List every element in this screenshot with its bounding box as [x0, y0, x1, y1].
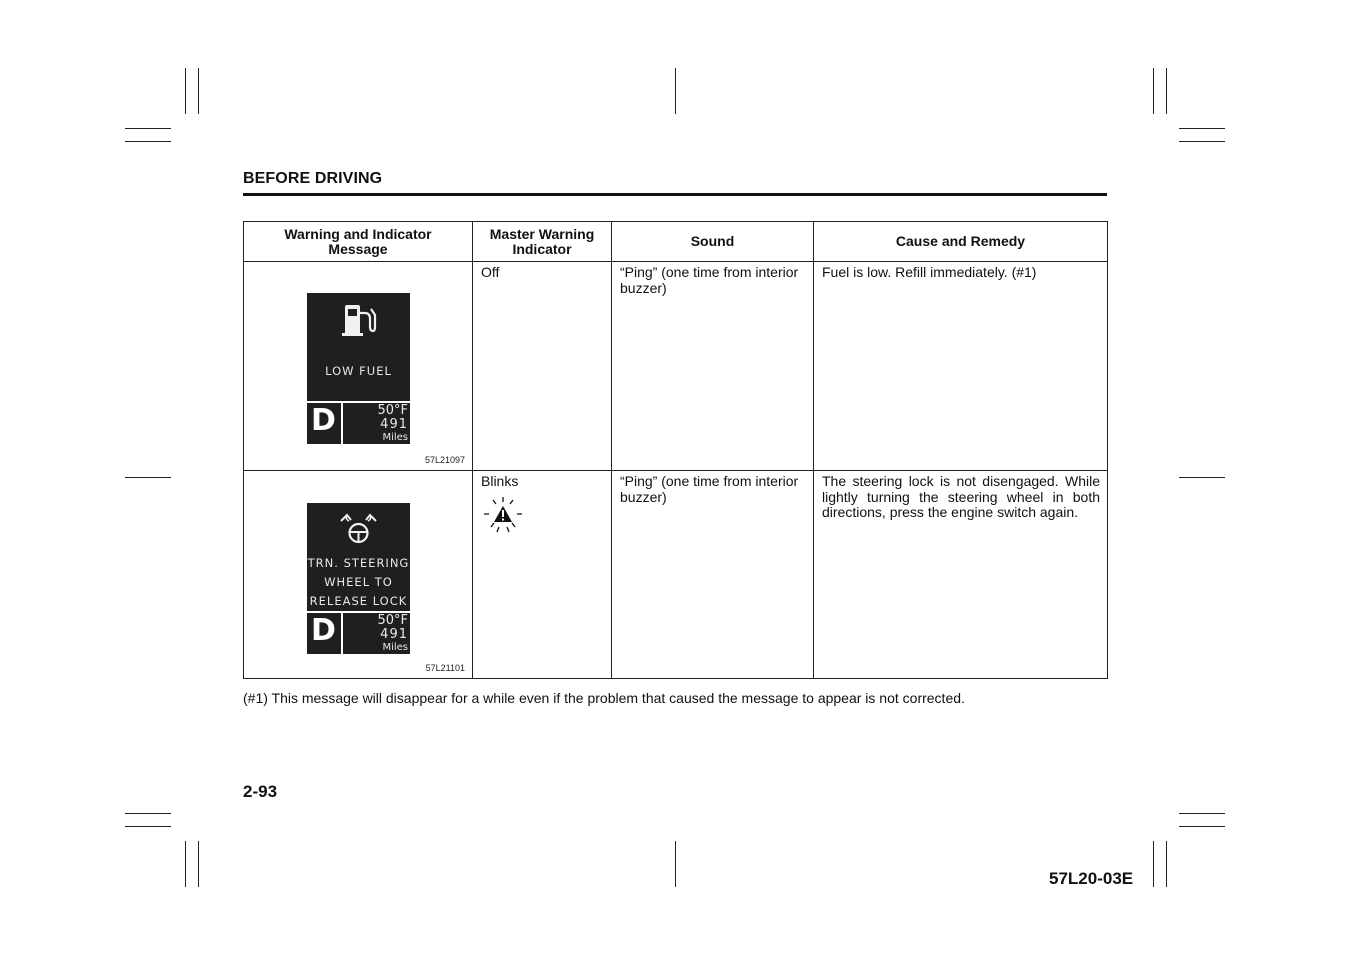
lcd-gear-indicator: D	[311, 613, 336, 648]
crop-mark	[1179, 813, 1225, 814]
crop-mark	[198, 68, 199, 114]
message-image-cell	[244, 471, 473, 679]
lcd-temperature: 50°F	[377, 613, 408, 628]
fuel-pump-icon	[307, 293, 410, 353]
sound-cell: “Ping” (one time from interior buzzer)	[612, 262, 814, 471]
sound-cell: “Ping” (one time from interior buzzer)	[612, 471, 814, 679]
page-number: 2-93	[243, 782, 278, 801]
crop-mark	[1166, 841, 1167, 887]
title-rule	[243, 193, 1107, 196]
crop-mark	[1166, 68, 1167, 114]
crop-mark	[1179, 826, 1225, 827]
lcd-message-line: RELEASE LOCK	[309, 594, 408, 608]
document-code: 57L20-03E	[1049, 869, 1134, 888]
table-header-row	[244, 222, 1108, 262]
column-header-cause: Cause and Remedy	[814, 222, 1108, 262]
cause-cell: The steering lock is not disengaged. While lightly turning the steering wheel in both directions, press the engine switch again.	[814, 471, 1108, 679]
column-header-sound: Sound	[612, 222, 814, 262]
crop-mark	[675, 841, 676, 887]
footnote: (#1) This message will disappear for a while even if the problem that caused the message to appear is not corrected.	[243, 690, 965, 706]
column-header-message: Warning and Indicator Message	[244, 222, 473, 262]
table-row	[244, 471, 1108, 679]
crop-mark	[125, 128, 171, 129]
table-row	[244, 262, 1108, 471]
column-header-indicator: Master Warning Indicator	[473, 222, 612, 262]
lcd-display-low-fuel	[307, 293, 410, 444]
warning-table	[243, 221, 1108, 679]
indicator-cell: Blinks	[473, 471, 612, 679]
lcd-unit: Miles	[382, 432, 408, 443]
lcd-display-steering-lock	[307, 503, 410, 654]
section-title: BEFORE DRIVING	[243, 170, 383, 187]
crop-mark	[125, 141, 171, 142]
crop-mark	[1179, 477, 1225, 478]
lcd-message-line: WHEEL TO	[324, 575, 393, 589]
lcd-gear-indicator: D	[311, 403, 336, 438]
crop-mark	[125, 477, 171, 478]
crop-mark	[1179, 141, 1225, 142]
master-warning-icon	[480, 495, 526, 535]
crop-mark	[1153, 68, 1154, 114]
crop-mark	[1179, 128, 1225, 129]
crop-mark	[185, 841, 186, 887]
lcd-message-line: LOW FUEL	[325, 364, 392, 378]
lcd-odometer: 491	[380, 417, 408, 432]
crop-mark	[1153, 841, 1154, 887]
lcd-temperature: 50°F	[377, 403, 408, 418]
cause-cell: Fuel is low. Refill immediately. (#1)	[814, 262, 1108, 471]
crop-mark	[185, 68, 186, 114]
crop-mark	[125, 813, 171, 814]
steering-wheel-icon	[307, 503, 410, 547]
message-image-cell	[244, 262, 473, 471]
lcd-unit: Miles	[382, 642, 408, 653]
image-code: 57L21101	[425, 663, 465, 673]
indicator-cell: Off	[473, 262, 612, 471]
crop-mark	[675, 68, 676, 114]
lcd-odometer: 491	[380, 627, 408, 642]
crop-mark	[198, 841, 199, 887]
lcd-message-line: TRN. STEERING	[307, 556, 410, 570]
crop-mark	[125, 826, 171, 827]
image-code: 57L21097	[424, 455, 465, 465]
